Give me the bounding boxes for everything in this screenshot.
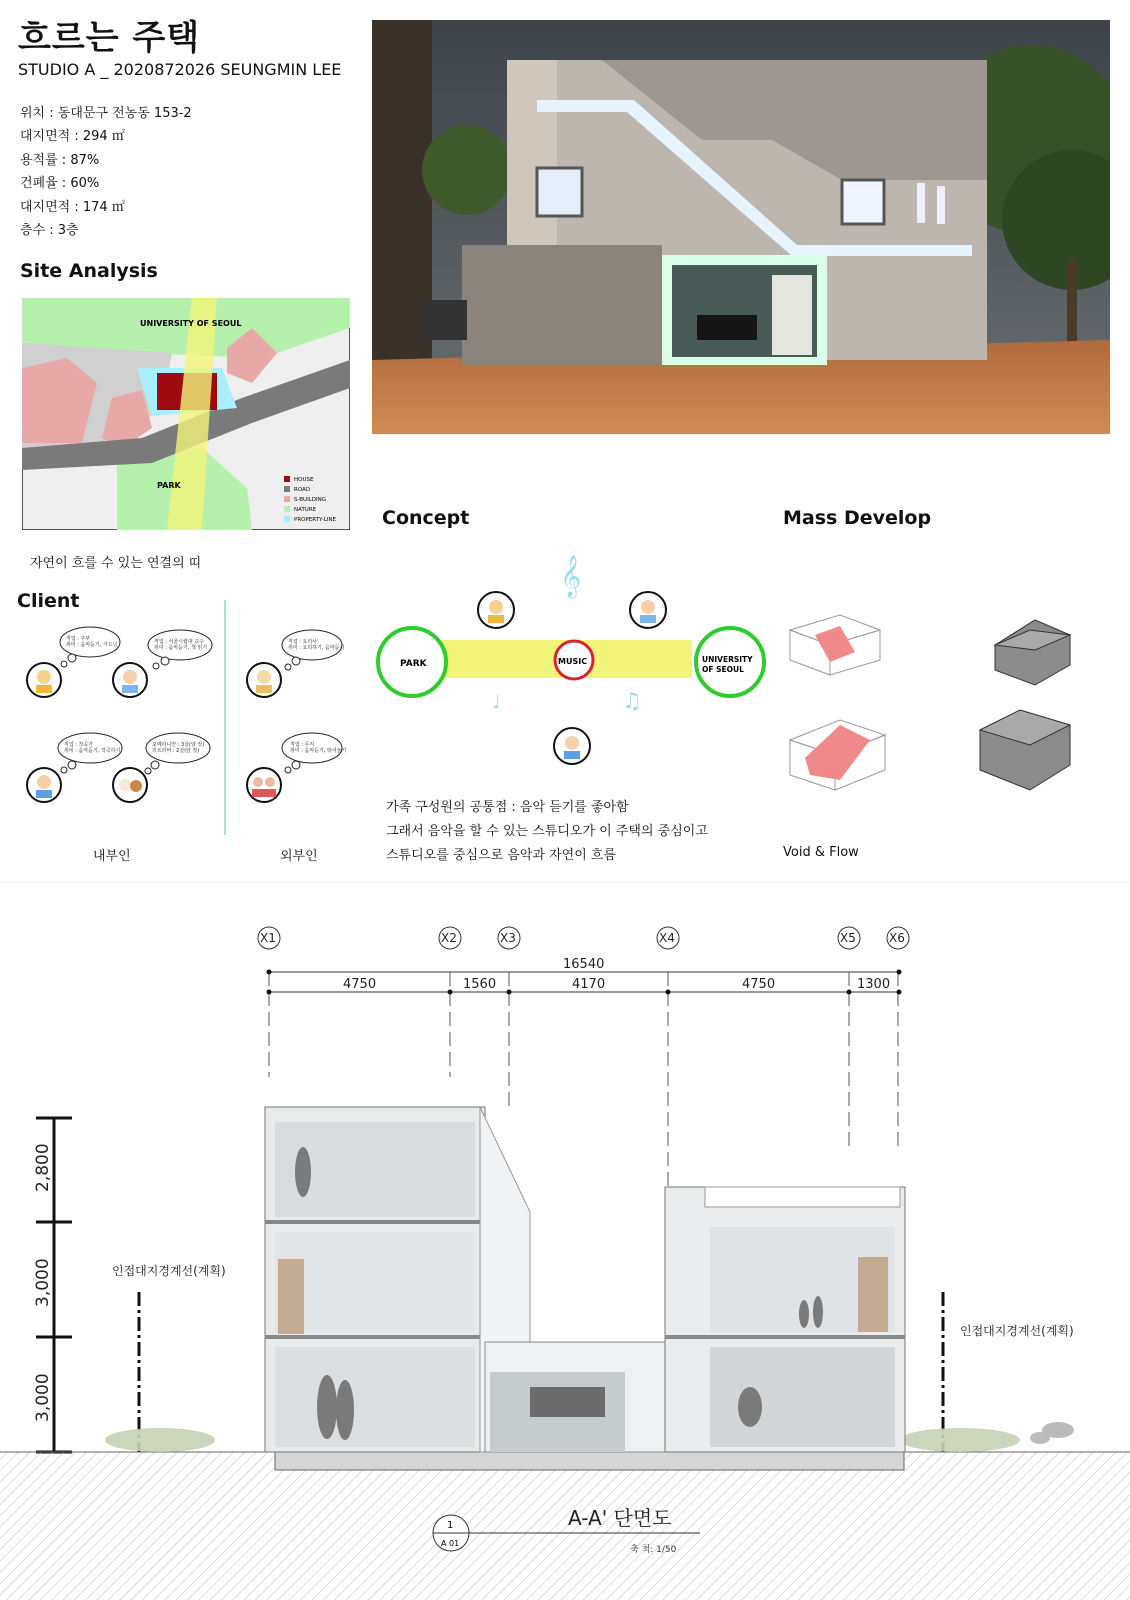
concept-line-2: 그래서 음악을 할 수 있는 스튜디오가 이 주택의 중심이고: [386, 824, 708, 839]
piano-icon: [697, 315, 757, 340]
legend-road: ROAD: [294, 487, 311, 493]
info-building-area: 대지면적 : 174 ㎡: [20, 200, 125, 215]
legend-s-building: S-BUILDING: [294, 497, 326, 503]
dim-x2-x3: 1560: [463, 977, 497, 992]
mass-void-diagram-2: [790, 720, 885, 790]
exterior-rendering: [372, 20, 1110, 434]
site-analysis-heading: Site Analysis: [20, 260, 158, 282]
client-diagram: [0, 590, 380, 870]
treble-clef-icon: 𝄞: [560, 556, 582, 597]
info-location: 위치 : 동대문구 전농동 153-2: [20, 106, 192, 121]
mass-caption: Void & Flow: [783, 845, 859, 860]
concept-node-university: UNIVERSITY OF SEOUL: [702, 655, 753, 674]
height-3rd-floor: 2,800: [33, 1143, 53, 1192]
page-title: 흐르는 주택: [18, 18, 201, 58]
bubble-chef: 직업 : 요리사 취미 : 요리하기, 음악듣기: [288, 639, 345, 651]
client-inner-label: 내부인: [93, 849, 131, 864]
boundary-right: 인접대지경계선(계획): [960, 1324, 1074, 1338]
height-2nd-floor: 3,000: [33, 1258, 53, 1307]
svg-text:X4: X4: [659, 931, 675, 945]
client-outer-label: 외부인: [280, 849, 318, 864]
map-label-park: PARK: [157, 481, 181, 490]
section-tag-number: 1: [447, 1520, 454, 1531]
concept-line-3: 스튜디오를 중심으로 음악과 자연이 흐름: [386, 848, 617, 863]
concept-node-music: MUSIC: [558, 657, 588, 666]
concept-heading: Concept: [382, 507, 470, 529]
dim-x3-x4: 4170: [572, 977, 606, 992]
svg-text:X2: X2: [441, 931, 457, 945]
section-piano-icon: [530, 1387, 605, 1417]
concept-node-park: PARK: [400, 659, 427, 669]
page-subtitle: STUDIO A _ 2020872026 SEUNGMIN LEE: [18, 60, 342, 79]
grid-x5: [838, 927, 860, 949]
section-scale: 축 척: 1/50: [630, 1545, 677, 1555]
legend-nature: NATURE: [294, 507, 317, 513]
dim-x1-x2: 4750: [343, 977, 377, 992]
info-bcr: 건폐율 : 60%: [20, 176, 100, 191]
boundary-left: 인접대지경계선(계획): [112, 1264, 226, 1278]
site-caption: 자연이 흐를 수 있는 연결의 띠: [30, 556, 202, 571]
bubble-friends: 직업 : 무직 취미 : 음악듣기, 뛰어놀기: [290, 742, 347, 754]
site-analysis-map: [22, 298, 350, 530]
legend-house: HOUSE: [294, 477, 314, 483]
info-floors: 층수 : 3층: [20, 223, 79, 238]
height-1st-floor: 3,000: [33, 1373, 53, 1422]
mass-solid-diagram-2: [980, 710, 1070, 790]
legend-property-line: PROPERTY-LINE: [294, 517, 337, 523]
info-far: 용적률 : 87%: [20, 153, 100, 168]
grid-x2: [439, 927, 461, 949]
mass-solid-diagram-1: [995, 620, 1070, 685]
grid-x6: [887, 927, 909, 949]
dog-icon: [1030, 1422, 1074, 1444]
bubble-father: 직업 : 서울시립대 교수 취미 : 음악듣기, 책 읽기: [154, 639, 208, 651]
mass-develop-diagrams: [780, 590, 1125, 830]
double-note-icon: ♫: [622, 689, 642, 714]
grid-x4: [657, 927, 679, 949]
grid-x1: [258, 927, 280, 949]
dim-x5-x6: 1300: [857, 977, 891, 992]
mass-develop-heading: Mass Develop: [783, 507, 932, 529]
bubble-pets: 포메라니안 : 3살(암 컷) 리트리버 : 2살(암 컷): [152, 742, 205, 754]
client-heading: Client: [17, 590, 80, 612]
section-tag-sheet: A 01: [441, 1539, 460, 1548]
music-note-icon: ♩: [492, 692, 501, 713]
map-label-university: UNIVERSITY OF SEOUL: [140, 319, 242, 328]
bubble-son: 직업 : 작곡가 취미 : 음악듣기, 작곡하기: [64, 742, 121, 754]
concept-diagram: [372, 550, 772, 780]
section-drawing: [0, 882, 1130, 1600]
dim-x4-x5: 4750: [742, 977, 776, 992]
concept-line-1: 가족 구성원의 공통점 : 음악 듣기를 좋아함: [386, 800, 629, 815]
info-site-area: 대지면적 : 294 ㎡: [20, 129, 125, 144]
grid-x3: [498, 927, 520, 949]
svg-text:X3: X3: [500, 931, 516, 945]
section-title: A-A' 단면도: [568, 1506, 672, 1530]
mass-void-diagram-1: [790, 615, 880, 675]
total-dimension: 16540: [563, 957, 605, 972]
bubble-mother: 직업 : 주부 취미 : 음악듣기, 가드닝: [66, 636, 118, 648]
svg-text:X6: X6: [889, 931, 905, 945]
svg-text:X5: X5: [840, 931, 856, 945]
svg-text:X1: X1: [260, 931, 276, 945]
